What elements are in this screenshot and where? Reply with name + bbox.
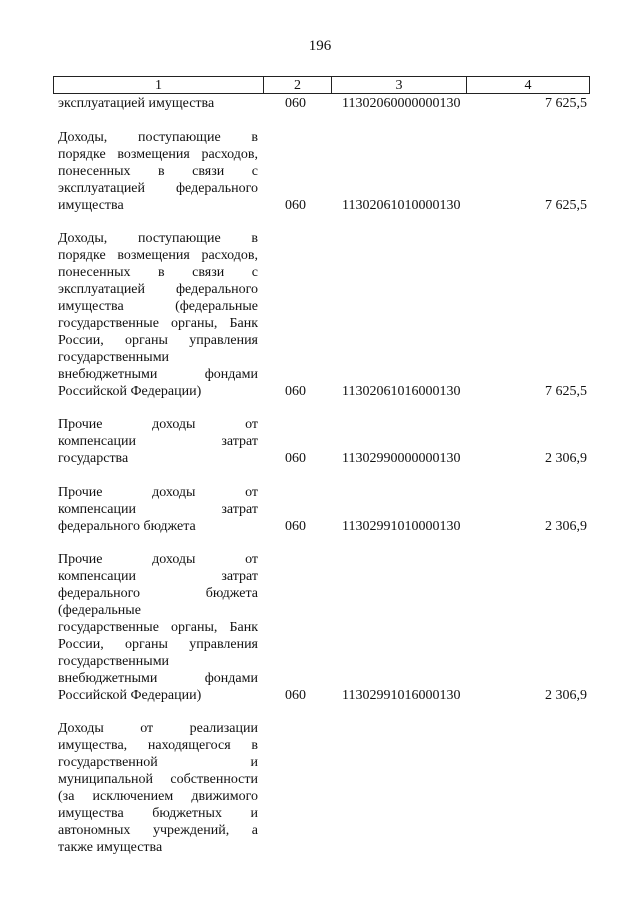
description-line: имущества бюджетных и (58, 806, 258, 821)
description-line: компенсации затрат (58, 434, 258, 449)
row-amount: 2 306,9 (545, 519, 587, 534)
description-line: Российской Федерации) (58, 688, 202, 703)
description-line: Прочие доходы от (58, 485, 258, 500)
description-line: эксплуатацией федерального (58, 181, 258, 196)
row-amount: 2 306,9 (545, 688, 587, 703)
row-admin-code: 060 (285, 198, 306, 213)
column-header-1: 1 (155, 78, 162, 93)
table-row (58, 720, 590, 856)
description-line: муниципальной собственности (58, 772, 258, 787)
description-line: (федеральные (58, 603, 141, 618)
description-line: (за исключением движимого (58, 789, 258, 804)
row-budget-code: 11302061010000130 (342, 198, 461, 213)
description-line: внебюджетными фондами (58, 367, 258, 382)
description-line: внебюджетными фондами (58, 671, 258, 686)
description-line: также имущества (58, 840, 163, 855)
table-row (58, 95, 590, 112)
description-line: компенсации затрат (58, 502, 258, 517)
description-line: государственной и (58, 755, 258, 770)
description-line: понесенных в связи с (58, 164, 258, 179)
row-admin-code: 060 (285, 688, 306, 703)
table-row (58, 230, 590, 400)
row-admin-code: 060 (285, 451, 306, 466)
description-line: имущества (58, 198, 124, 213)
row-budget-code: 11302991016000130 (342, 688, 461, 703)
description-line: государственные органы, Банк (58, 316, 258, 331)
description-line: Прочие доходы от (58, 417, 258, 432)
column-header-4: 4 (466, 77, 589, 93)
row-description (58, 416, 258, 467)
row-amount: 7 625,5 (545, 384, 587, 399)
description-line: государственными (58, 654, 170, 669)
description-line: имущества (федеральные (58, 299, 258, 314)
row-description (58, 720, 258, 856)
row-amount: 2 306,9 (545, 451, 587, 466)
description-line: федерального бюджета (58, 519, 196, 534)
description-line: федерального бюджета (58, 586, 258, 601)
description-line: порядке возмещения расходов, (58, 248, 258, 263)
description-line: Доходы, поступающие в (58, 231, 258, 246)
table-row (58, 129, 590, 214)
table-row (58, 484, 590, 535)
description-line: Доходы от реализации (58, 721, 258, 736)
row-admin-code: 060 (285, 519, 306, 534)
row-description (58, 95, 258, 112)
row-amount: 7 625,5 (545, 96, 587, 111)
row-description (58, 551, 258, 704)
description-line: понесенных в связи с (58, 265, 258, 280)
row-budget-code: 11302991010000130 (342, 519, 461, 534)
description-line: компенсации затрат (58, 569, 258, 584)
description-line: Прочие доходы от (58, 552, 258, 567)
description-line: России, органы управления (58, 637, 258, 652)
table-row (58, 416, 590, 467)
row-amount: 7 625,5 (545, 198, 587, 213)
description-line: Российской Федерации) (58, 384, 202, 399)
page-number: 196 (308, 38, 332, 54)
column-header-2: 2 (263, 77, 331, 93)
table-row (58, 551, 590, 704)
description-line: государства (58, 451, 129, 466)
row-budget-code: 11302990000000130 (342, 451, 461, 466)
description-line: Доходы, поступающие в (58, 130, 258, 145)
row-budget-code: 11302060000000130 (342, 96, 461, 111)
row-budget-code: 11302061016000130 (342, 384, 461, 399)
description-line: автономных учреждений, а (58, 823, 258, 838)
row-admin-code: 060 (285, 384, 306, 399)
row-description (58, 230, 258, 400)
description-line: порядке возмещения расходов, (58, 147, 258, 162)
description-line: России, органы управления (58, 333, 258, 348)
description-line: государственные органы, Банк (58, 620, 258, 635)
row-description (58, 129, 258, 214)
description-line: эксплуатацией имущества (58, 96, 215, 111)
column-header-3: 3 (331, 77, 466, 93)
description-line: имущества, находящегося в (58, 738, 258, 753)
description-line: государственными (58, 350, 170, 365)
row-description (58, 484, 258, 535)
description-line: эксплуатацией федерального (58, 282, 258, 297)
table-header (53, 76, 590, 94)
row-admin-code: 060 (285, 96, 306, 111)
table-body (58, 95, 590, 856)
